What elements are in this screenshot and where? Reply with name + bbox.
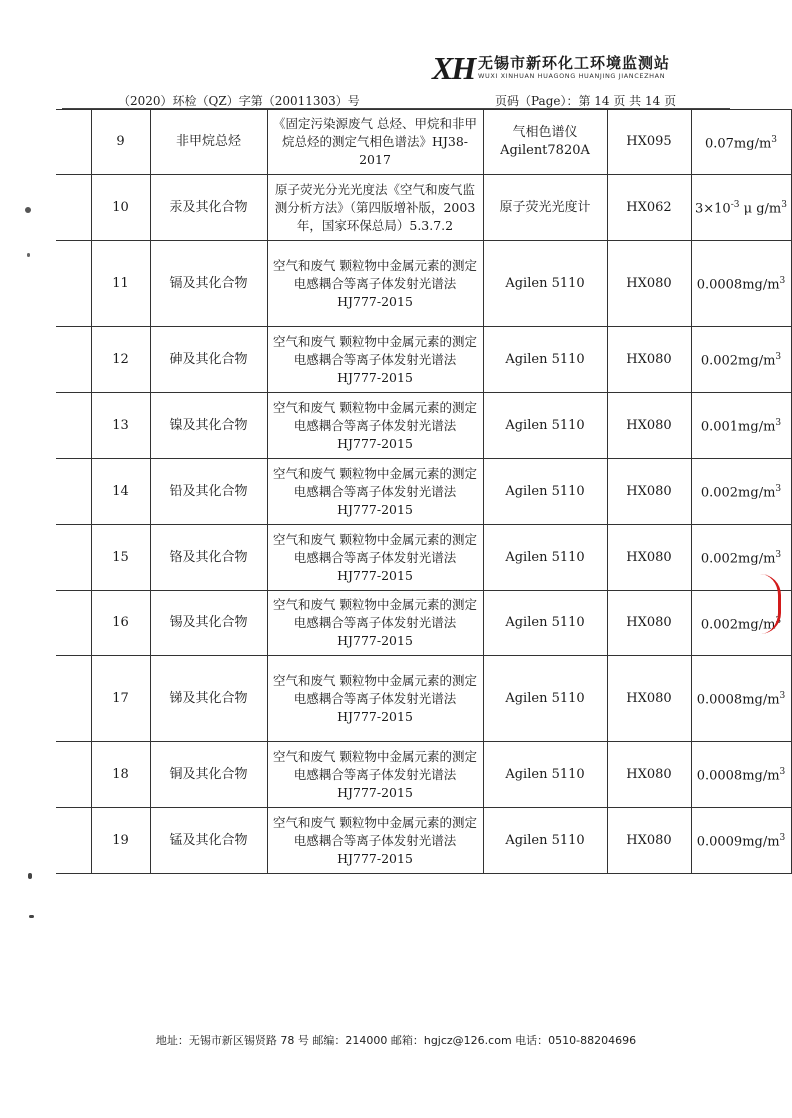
detection-limit-exponent: -3 bbox=[730, 200, 740, 211]
scan-dot bbox=[29, 915, 34, 918]
test-method: 空气和废气 颗粒物中金属元素的测定 电感耦合等离子体发射光谱法 HJ777-2015 bbox=[267, 742, 483, 808]
instrument-name: Agilen 5110 bbox=[483, 591, 607, 656]
test-method: 空气和废气 颗粒物中金属元素的测定 电感耦合等离子体发射光谱法 HJ777-2015 bbox=[267, 459, 483, 525]
row-margin-cell bbox=[56, 808, 91, 874]
station-logo bbox=[432, 50, 692, 86]
detection-limit bbox=[691, 393, 791, 459]
instrument-name: Agilen 5110 bbox=[483, 241, 607, 327]
table-body bbox=[56, 110, 791, 874]
analysis-methods-table bbox=[56, 109, 792, 874]
instrument-code: HX080 bbox=[607, 459, 691, 525]
test-method: 原子荧光分光光度法《空气和废气监测分析方法》（第四版增补版，2003 年，国家环保总局）5.3.7.2 bbox=[267, 175, 483, 241]
instrument-name: Agilen 5110 bbox=[483, 742, 607, 808]
footer-contact: 地址：无锡市新区锡贤路 78 号 邮编：214000 邮箱：hgjcz@126.com 电话：0510-88204696 bbox=[155, 1034, 637, 1047]
scan-dot bbox=[27, 253, 30, 257]
detection-limit bbox=[691, 241, 791, 327]
table-row bbox=[56, 110, 791, 175]
report-header bbox=[62, 92, 730, 109]
test-item: 锑及其化合物 bbox=[150, 656, 267, 742]
table-row bbox=[56, 808, 791, 874]
instrument-name: Agilen 5110 bbox=[483, 393, 607, 459]
detection-limit-value: 0.002mg/m bbox=[700, 617, 776, 633]
test-item: 铬及其化合物 bbox=[150, 525, 267, 591]
row-margin-cell bbox=[56, 393, 91, 459]
table-row bbox=[56, 327, 791, 393]
row-margin-cell bbox=[56, 525, 91, 591]
station-name-en: WUXI XINHUAN HUAGONG HUANJING JIANCEZHAN bbox=[478, 72, 666, 80]
test-item: 锰及其化合物 bbox=[150, 808, 267, 874]
detection-limit-exponent: 3 bbox=[779, 276, 786, 287]
row-number: 10 bbox=[91, 175, 150, 241]
row-margin-cell bbox=[56, 241, 91, 327]
scan-dot bbox=[28, 873, 32, 879]
detection-limit-exponent: 3 bbox=[771, 134, 778, 145]
test-item: 镍及其化合物 bbox=[150, 393, 267, 459]
test-item: 砷及其化合物 bbox=[150, 327, 267, 393]
table-row bbox=[56, 241, 791, 327]
instrument-name: Agilen 5110 bbox=[483, 808, 607, 874]
detection-limit-exponent: 3 bbox=[779, 691, 786, 702]
detection-limit-exponent: 3 bbox=[779, 833, 786, 844]
detection-limit-value: 0.0008mg/m bbox=[696, 277, 780, 293]
row-margin-cell bbox=[56, 742, 91, 808]
detection-limit-value: 0.001mg/m bbox=[700, 419, 776, 435]
detection-limit bbox=[691, 327, 791, 393]
test-method: 空气和废气 颗粒物中金属元素的测定 电感耦合等离子体发射光谱法 HJ777-2015 bbox=[267, 327, 483, 393]
table-row bbox=[56, 459, 791, 525]
table-row bbox=[56, 175, 791, 241]
row-number: 16 bbox=[91, 591, 150, 656]
detection-limit-value: 3×10 bbox=[695, 201, 731, 217]
test-item: 非甲烷总烃 bbox=[150, 110, 267, 175]
detection-limit bbox=[691, 110, 791, 175]
test-method: 空气和废气 颗粒物中金属元素的测定 电感耦合等离子体发射光谱法 HJ777-2015 bbox=[267, 808, 483, 874]
instrument-code: HX080 bbox=[607, 591, 691, 656]
test-method: 空气和废气 颗粒物中金属元素的测定 电感耦合等离子体发射光谱法 HJ777-2015 bbox=[267, 656, 483, 742]
instrument-code: HX080 bbox=[607, 327, 691, 393]
detection-limit-value: 0.07mg/m bbox=[704, 136, 772, 152]
instrument-name: 原子荧光光度计 bbox=[483, 175, 607, 241]
test-method: 空气和废气 颗粒物中金属元素的测定 电感耦合等离子体发射光谱法 HJ777-2015 bbox=[267, 591, 483, 656]
row-margin-cell bbox=[56, 175, 91, 241]
instrument-code: HX062 bbox=[607, 175, 691, 241]
detection-limit-exponent: 3 bbox=[775, 352, 782, 363]
detection-limit-exponent: 3 bbox=[779, 767, 786, 778]
test-method: 空气和废气 颗粒物中金属元素的测定 电感耦合等离子体发射光谱法 HJ777-2015 bbox=[267, 525, 483, 591]
row-number: 18 bbox=[91, 742, 150, 808]
test-method: 空气和废气 颗粒物中金属元素的测定 电感耦合等离子体发射光谱法 HJ777-2015 bbox=[267, 241, 483, 327]
table-row bbox=[56, 591, 791, 656]
instrument-code: HX080 bbox=[607, 525, 691, 591]
logo-mark: XH bbox=[432, 50, 475, 86]
detection-limit-exponent: 3 bbox=[775, 615, 782, 626]
detection-limit-value: 0.0008mg/m bbox=[696, 768, 780, 784]
row-margin-cell bbox=[56, 110, 91, 175]
scan-dot bbox=[25, 207, 31, 213]
instrument-name: Agilen 5110 bbox=[483, 656, 607, 742]
row-number: 9 bbox=[91, 110, 150, 175]
row-number: 11 bbox=[91, 241, 150, 327]
row-number: 13 bbox=[91, 393, 150, 459]
instrument-name: Agilen 5110 bbox=[483, 327, 607, 393]
detection-limit-value: 0.002mg/m bbox=[700, 485, 776, 501]
row-margin-cell bbox=[56, 327, 91, 393]
test-item: 锡及其化合物 bbox=[150, 591, 267, 656]
detection-limit bbox=[691, 742, 791, 808]
instrument-code: HX095 bbox=[607, 110, 691, 175]
detection-limit-unit: μ g/m bbox=[739, 201, 782, 217]
detection-limit-exponent: 3 bbox=[775, 484, 782, 495]
test-method: 《固定污染源废气 总烃、甲烷和非甲烷总烃的测定气相色谱法》HJ38-2017 bbox=[267, 110, 483, 175]
detection-limit-unit-exponent: 3 bbox=[781, 200, 787, 211]
row-margin-cell bbox=[56, 591, 91, 656]
instrument-code: HX080 bbox=[607, 808, 691, 874]
table-row bbox=[56, 742, 791, 808]
test-item: 镉及其化合物 bbox=[150, 241, 267, 327]
detection-limit bbox=[691, 459, 791, 525]
detection-limit bbox=[691, 808, 791, 874]
row-margin-cell bbox=[56, 656, 91, 742]
test-item: 铅及其化合物 bbox=[150, 459, 267, 525]
detection-limit-value: 0.0008mg/m bbox=[696, 692, 780, 708]
row-margin-cell bbox=[56, 459, 91, 525]
detection-limit bbox=[691, 175, 791, 241]
table-row bbox=[56, 393, 791, 459]
report-number: （2020）环检（QZ）字第（20011303）号 bbox=[118, 94, 360, 108]
instrument-code: HX080 bbox=[607, 656, 691, 742]
instrument-code: HX080 bbox=[607, 393, 691, 459]
detection-limit bbox=[691, 656, 791, 742]
test-item: 汞及其化合物 bbox=[150, 175, 267, 241]
detection-limit-value: 0.002mg/m bbox=[700, 551, 776, 567]
instrument-name: Agilen 5110 bbox=[483, 525, 607, 591]
row-number: 15 bbox=[91, 525, 150, 591]
table-row bbox=[56, 656, 791, 742]
instrument-name: 气相色谱仪 Agilent7820A bbox=[483, 110, 607, 175]
row-number: 14 bbox=[91, 459, 150, 525]
instrument-code: HX080 bbox=[607, 241, 691, 327]
detection-limit-exponent: 3 bbox=[775, 550, 782, 561]
page-info: 页码（Page）：第 14 页 共 14 页 bbox=[495, 94, 677, 108]
detection-limit-exponent: 3 bbox=[775, 418, 782, 429]
detection-limit-value: 0.002mg/m bbox=[700, 353, 776, 369]
row-number: 19 bbox=[91, 808, 150, 874]
instrument-name: Agilen 5110 bbox=[483, 459, 607, 525]
instrument-code: HX080 bbox=[607, 742, 691, 808]
table-row bbox=[56, 525, 791, 591]
row-number: 12 bbox=[91, 327, 150, 393]
detection-limit-value: 0.0009mg/m bbox=[696, 834, 780, 850]
row-number: 17 bbox=[91, 656, 150, 742]
test-item: 铜及其化合物 bbox=[150, 742, 267, 808]
test-method: 空气和废气 颗粒物中金属元素的测定 电感耦合等离子体发射光谱法 HJ777-2015 bbox=[267, 393, 483, 459]
station-name-cn: 无锡市新环化工环境监测站 bbox=[478, 54, 671, 72]
